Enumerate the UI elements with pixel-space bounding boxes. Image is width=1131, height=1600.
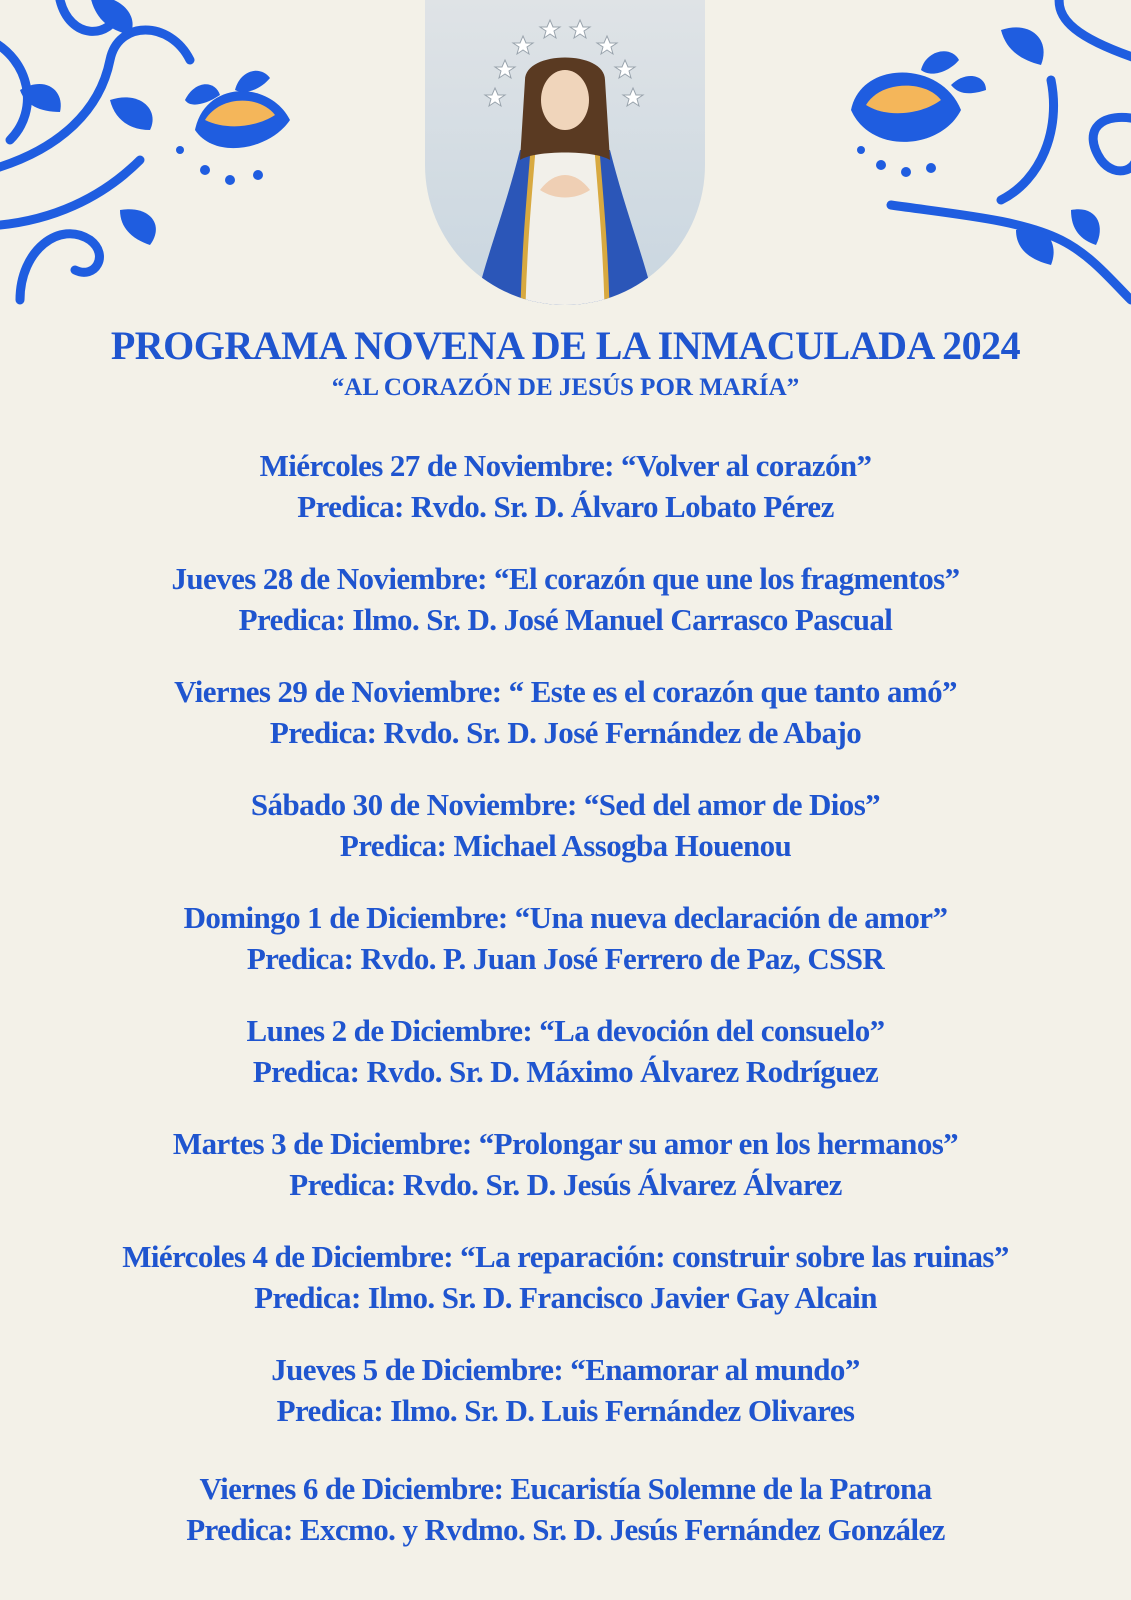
entry-preacher: Predica: Ilmo. Sr. D. José Manuel Carrasco Pascual <box>238 602 893 637</box>
entry-day-topic: Lunes 2 de Diciembre: “La devoción del consuelo” <box>246 1013 885 1048</box>
entry-day-topic: Martes 3 de Diciembre: “Prolongar su amor en los hermanos” <box>172 1126 959 1161</box>
entry-preacher: Predica: Rvdo. Sr. D. Jesús Álvarez Álvarez <box>289 1167 842 1202</box>
program-entry <box>30 558 1101 671</box>
entry-preacher: Predica: Rvdo. Sr. D. Álvaro Lobato Pérez <box>297 489 834 524</box>
entry-preacher: Predica: Ilmo. Sr. D. Luis Fernández Olivares <box>276 1393 855 1428</box>
entry-preacher: Predica: Michael Assogba Houenou <box>339 828 792 863</box>
entry-day-topic: Miércoles 4 de Diciembre: “La reparación: construir sobre las ruinas” <box>122 1239 1009 1274</box>
program-entry <box>30 897 1101 1010</box>
program-list <box>30 445 1101 1581</box>
entry-day-topic: Viernes 6 de Diciembre: Eucaristía Solemne de la Patrona <box>199 1471 932 1506</box>
floral-ornament-right-icon <box>801 0 1131 310</box>
program-entry <box>30 1236 1101 1349</box>
entry-preacher: Predica: Excmo. y Rvdmo. Sr. D. Jesús Fernández González <box>186 1512 945 1547</box>
entry-day-topic: Miércoles 27 de Noviembre: “Volver al corazón” <box>259 448 872 483</box>
page-subtitle: “AL CORAZÓN DE JESÚS POR MARÍA” <box>331 374 800 401</box>
virgin-mary-image <box>425 0 705 305</box>
floral-ornament-left-icon <box>0 0 330 310</box>
program-entry <box>30 1010 1101 1123</box>
entry-preacher: Predica: Rvdo. Sr. D. José Fernández de Abajo <box>269 715 862 750</box>
page-title: PROGRAMA NOVENA DE LA INMACULADA 2024 <box>110 323 1021 368</box>
entry-day-topic: Jueves 5 de Diciembre: “Enamorar al mundo” <box>271 1352 860 1387</box>
entry-preacher: Predica: Rvdo. Sr. D. Máximo Álvarez Rodríguez <box>252 1054 879 1089</box>
program-entry <box>30 671 1101 784</box>
program-entry <box>30 445 1101 558</box>
program-entry <box>30 784 1101 897</box>
entry-preacher: Predica: Rvdo. P. Juan José Ferrero de Paz, CSSR <box>246 941 885 976</box>
program-entry <box>30 1123 1101 1236</box>
program-entry-final <box>30 1468 1101 1581</box>
entry-day-topic: Sábado 30 de Noviembre: “Sed del amor de Dios” <box>250 787 881 822</box>
header <box>0 323 1131 403</box>
entry-day-topic: Jueves 28 de Noviembre: “El corazón que une los fragmentos” <box>171 561 960 596</box>
entry-day-topic: Domingo 1 de Diciembre: “Una nueva declaración de amor” <box>183 900 948 935</box>
program-entry <box>30 1349 1101 1462</box>
entry-preacher: Predica: Ilmo. Sr. D. Francisco Javier Gay Alcain <box>254 1280 877 1315</box>
entry-day-topic: Viernes 29 de Noviembre: “ Este es el corazón que tanto amó” <box>174 674 957 709</box>
